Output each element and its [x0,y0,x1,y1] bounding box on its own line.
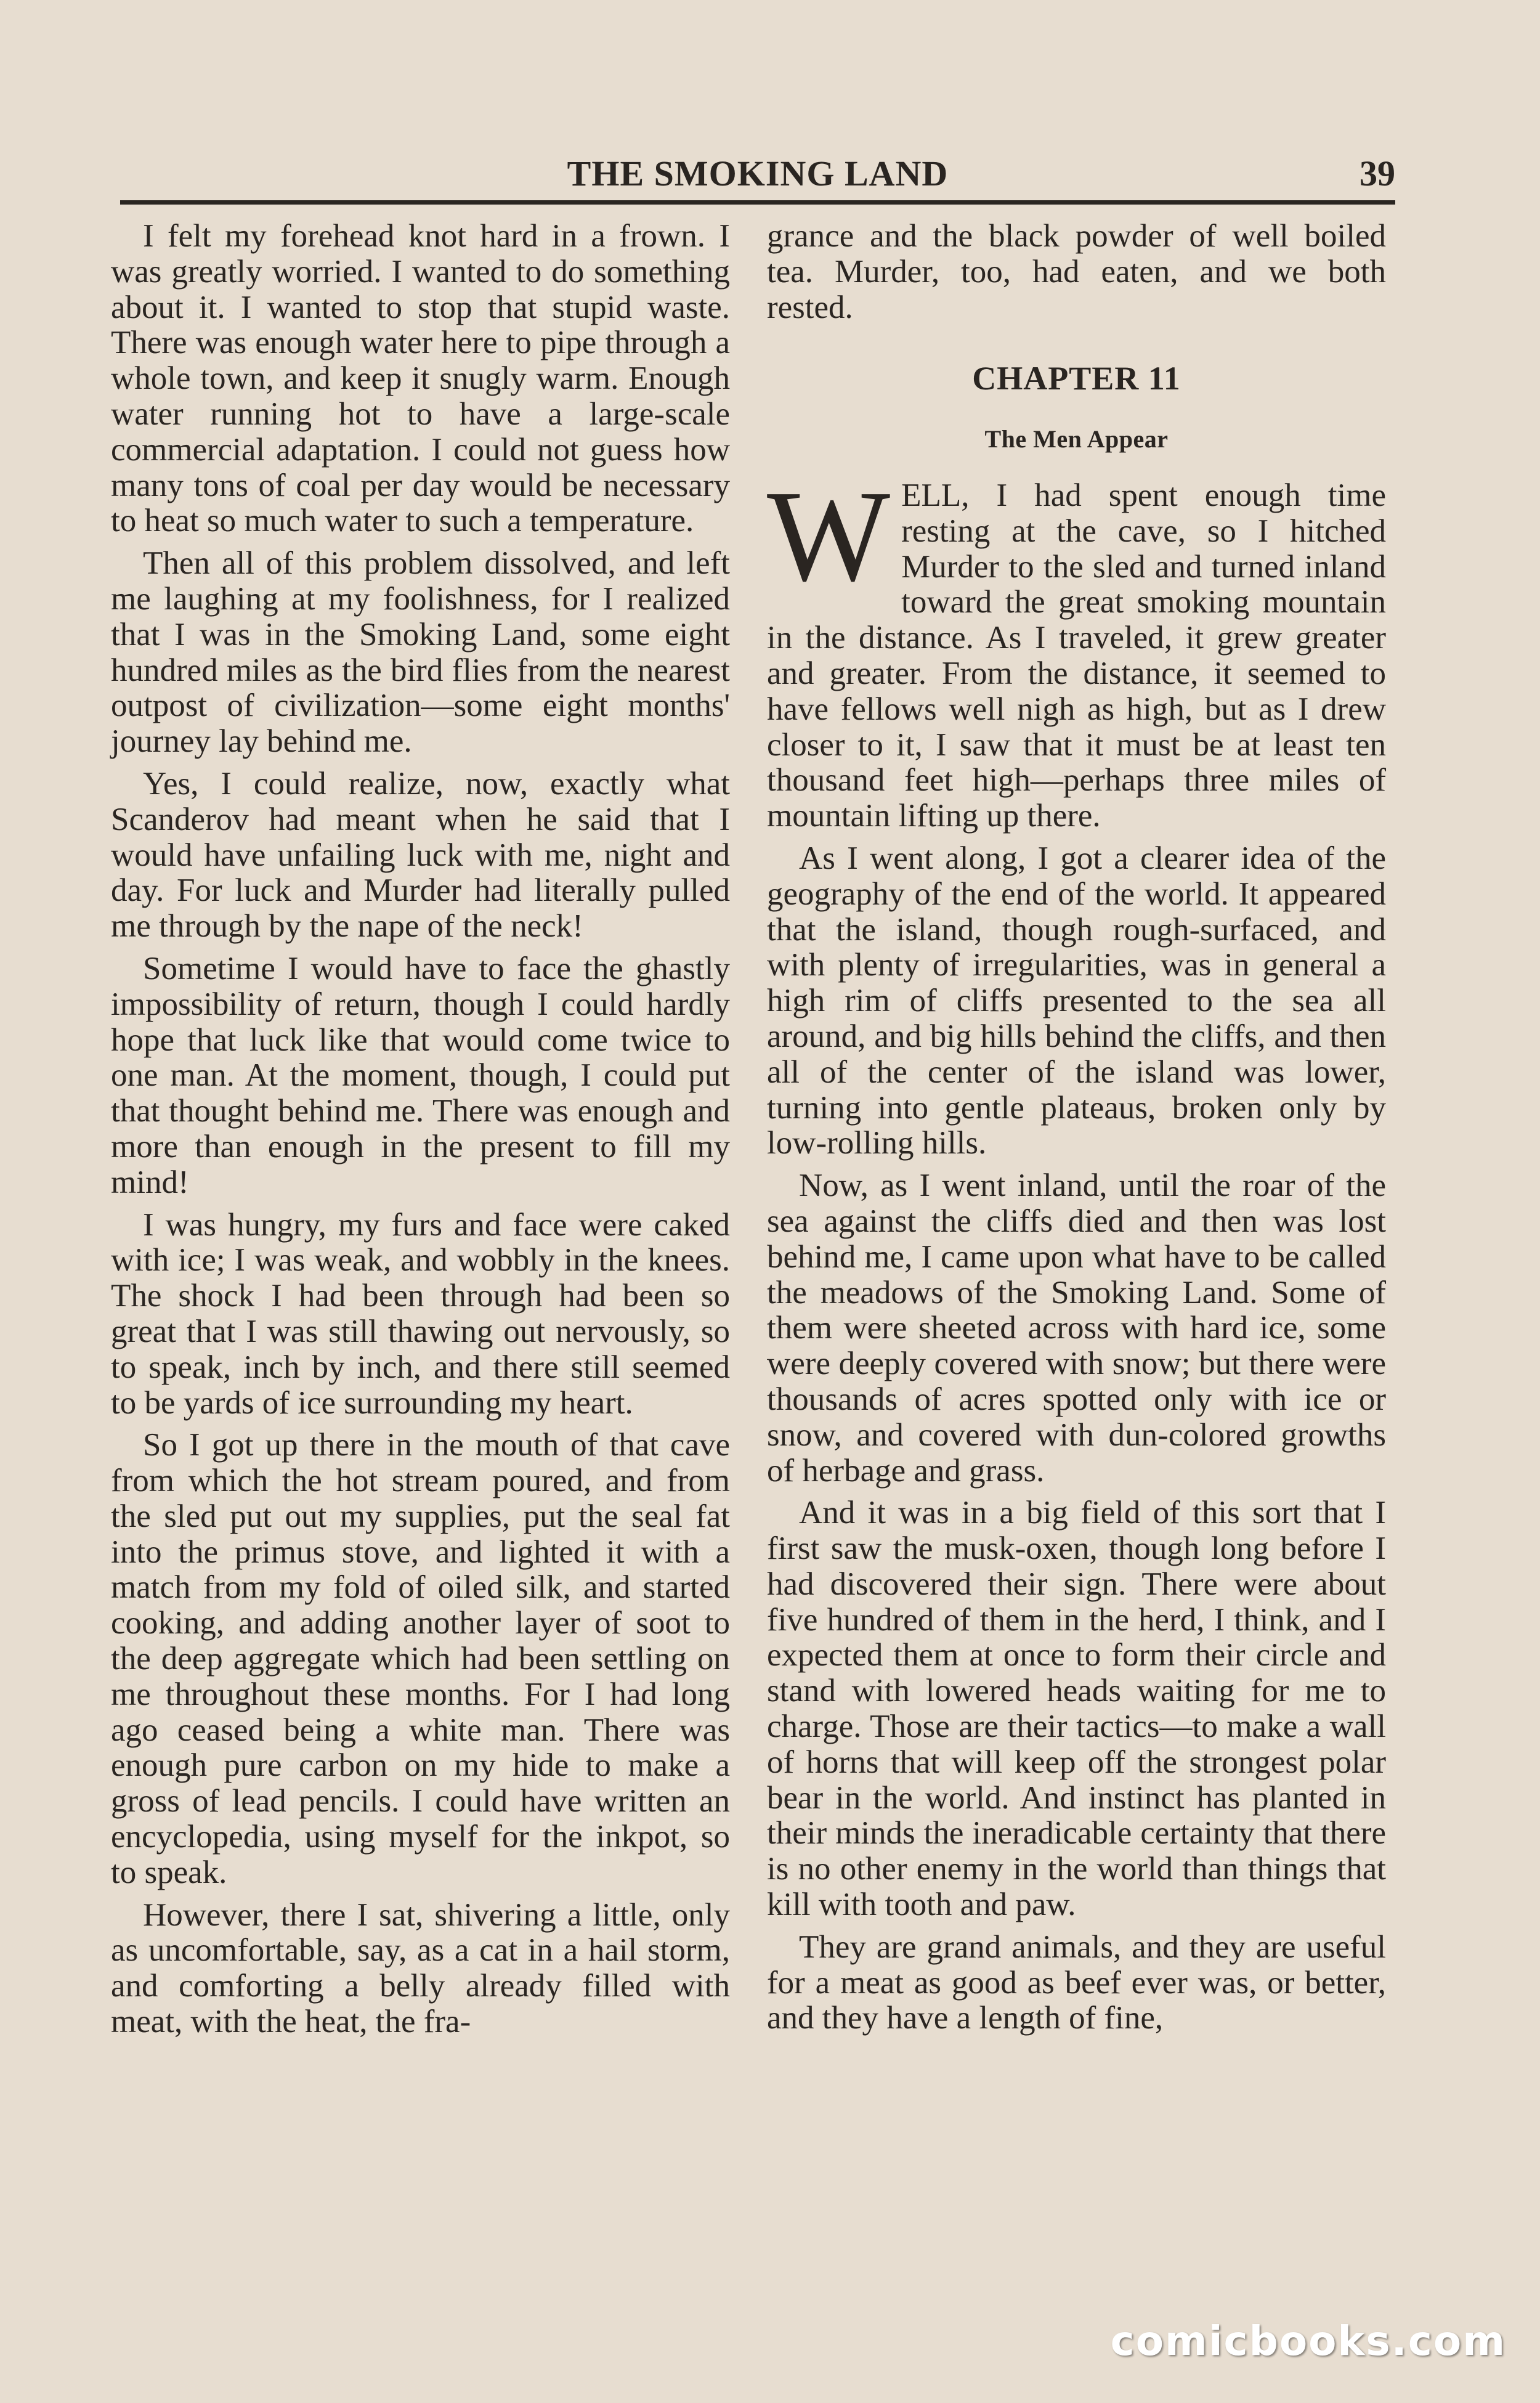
watermark: comicbooks.com [1110,2317,1506,2365]
opening-paragraph [767,463,1386,834]
chapter-title: CHAPTER 11 [972,360,1181,397]
left-column [111,219,730,2047]
paragraph: I felt my forehead knot hard in a frown. I was greatly worried. I wanted to do something about it. I wanted to stop that stupid waste. There was enough water here to pipe through a whole town, and keep it snugly warm. Enough water running hot to have a large-scale commercial adaptation. I could not guess how many tons of coal per day would be necessary to heat so much water to such a temperature. [111,218,730,539]
paragraph: So I got up there in the mouth of that cave from which the hot stream poured, and from the sled put out my supplies, put the seal fat into the primus stove, and lighted it with a match from my fold of oiled silk, and started cooking, and adding another layer of soot to the deep aggregate which had been settling on me throughout these months. For I had long ago ceased being a white man. There was enough pure carbon on my hide to make a gross of lead pencils. I could have written an encyclopedia, using myself for the inkpot, so to speak. [111,1427,730,1890]
paragraph: As I went along, I got a clearer idea of the geography of the end of the world. It appeared that the island, though rough-surfaced, and with plenty of irregularities, was in general a high rim of cliffs presented to the sea all around, and big hills behind the cliffs, and then all of the center of the island was lower, turning into gentle plateaus, broken only by low-rolling hills. [767,840,1386,1161]
paragraph: And it was in a big field of this sort that I first saw the musk-oxen, though long before I had discovered their sign. There were about five hundred of them in the herd, I think, and I expected them at once to form their circle and stand with lowered heads waiting for me to charge. Those are their tactics—to make a wall of horns that will keep off the strongest polar bear in the world. And instinct has planted in their minds the ineradicable certainty that there is no other enemy in the world than things that kill with tooth and paw. [767,1495,1386,1923]
paragraph: Then all of this problem dissolved, and left me laughing at my foolishness, for I realized that I was in the Smoking Land, some eight hundred miles as the bird flies from the nearest outpost of civilization—some eight months' journey lay behind me. [111,545,730,760]
paragraph: I was hungry, my furs and face were caked with ice; I was weak, and wobbly in the knees. The shock I had been through had been so great that I was still thawing out nervously, so to speak, inch by inch, and there still seemed to be yards of ice surrounding my heart. [111,1206,730,1421]
continued-paragraph: grance and the black powder of well boiled tea. Murder, too, had eaten, and we both rested. [767,218,1386,325]
running-title: THE SMOKING LAND [567,153,949,193]
page-number: 39 [1360,153,1395,193]
chapter-subtitle: The Men Appear [984,425,1169,453]
running-header [120,153,1395,195]
drop-cap: W [767,463,891,608]
opening-paragraph-text: ELL, I had spent enough time resting at the cave, so I hitched Murder to the sled and turned inland toward the great smoking mountain in the distance. As I traveled, it grew greater and greater. From the distance, it seemed to have fellows well nigh as high, but as I drew closer to it, I saw that it must be at least ten thousand feet high—perhaps three miles of mountain lifting up there. [767,477,1386,834]
paragraph: Now, as I went inland, until the roar of the sea against the cliffs died and then was lost behind me, I came upon what have to be called the meadows of the Smoking Land. Some of them were sheeted across with hard ice, some were deeply covered with snow; but there were thousands of acres spotted only with ice or snow, and covered with dun-colored growths of herbage and grass. [767,1168,1386,1489]
right-column [767,219,1386,2043]
paragraph: They are grand animals, and they are useful for a meat as good as beef ever was, or better, and they have a length of fine, [767,1929,1386,2036]
header-rule [120,200,1395,205]
paragraph: However, there I sat, shivering a little, only as uncomfortable, say, as a cat in a hail storm, and comforting a belly already filled with meat, with the heat, the fra- [111,1897,730,2040]
paragraph: Yes, I could realize, now, exactly what Scanderov had meant when he said that I would have unfailing luck with me, night and day. For luck and Murder had literally pulled me through by the nape of the neck! [111,765,730,945]
paragraph: Sometime I would have to face the ghastly impossibility of return, though I could hardly hope that luck like that would come twice to one man. At the moment, though, I could put that thought behind me. There was enough and more than enough in the present to fill my mind! [111,950,730,1200]
